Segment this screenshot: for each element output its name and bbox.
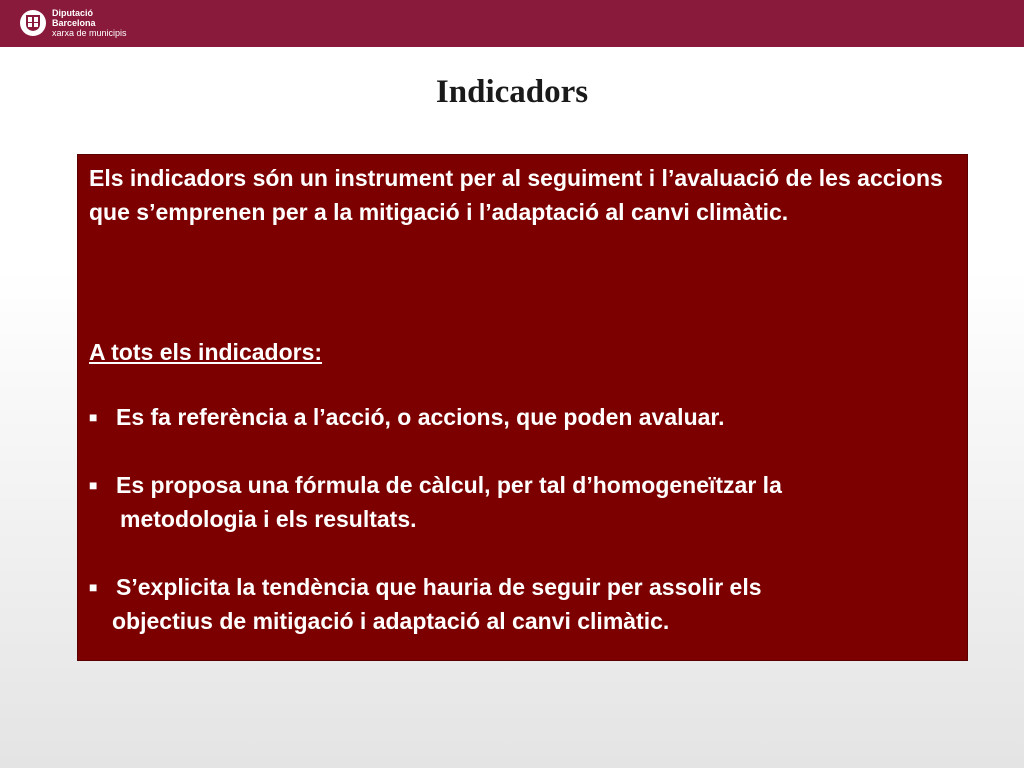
header-bar: [0, 0, 1024, 47]
bullet-item: [89, 468, 959, 536]
bullet-line-1: Es proposa una fórmula de càlcul, per tal d’homogeneïtzar la: [116, 472, 782, 498]
square-bullet-icon: ■: [89, 477, 98, 493]
bullet-line-1: S’explicita la tendència que hauria de seguir per assolir els: [116, 574, 762, 600]
square-bullet-icon: ■: [89, 579, 98, 595]
bullet-line-2: metodologia i els resultats.: [120, 506, 417, 532]
logo-text: [52, 8, 127, 38]
bullet-line-1: Es fa referència a l’acció, o accions, que poden avaluar.: [116, 404, 725, 430]
logo-line-1: Diputació: [52, 8, 94, 18]
bullet-item: [89, 570, 959, 638]
diputacio-logo: [20, 8, 127, 38]
logo-line-3: xarxa de municipis: [52, 28, 127, 38]
bullet-item: [89, 400, 959, 434]
bullet-line-2: objectius de mitigació i adaptació al canvi climàtic.: [112, 608, 670, 634]
square-bullet-icon: ■: [89, 409, 98, 425]
coat-of-arms-icon: [20, 10, 46, 36]
slide-title: Indicadors: [435, 74, 589, 110]
content-box: [77, 154, 968, 661]
logo-line-2: Barcelona: [52, 18, 96, 28]
intro-paragraph: Els indicadors són un instrument per al seguiment i l’avaluació de les accions que s’emprenen per a la mitigació i l’adaptació al canvi climàtic.: [89, 165, 943, 225]
subheading: A tots els indicadors:: [89, 339, 323, 365]
